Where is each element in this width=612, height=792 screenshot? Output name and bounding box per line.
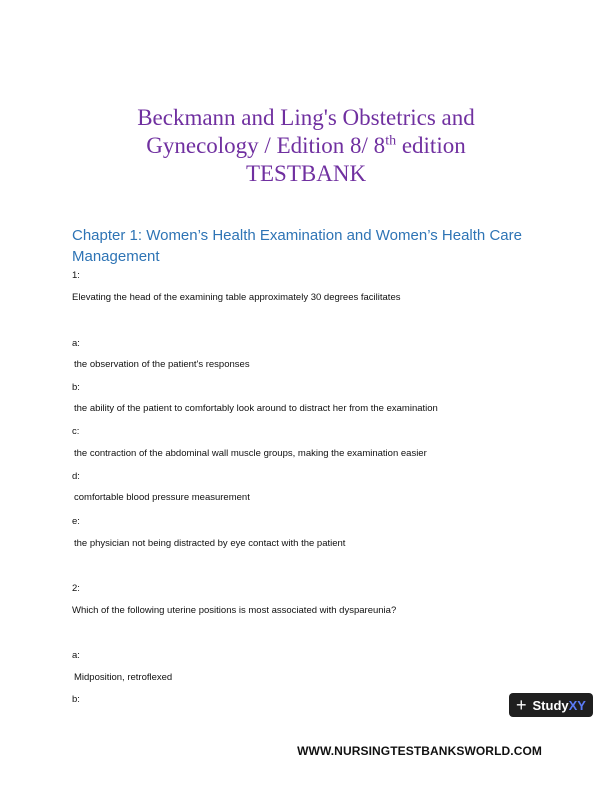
plus-icon: + [516,695,527,715]
question-1-option-d-label: d: [72,471,80,482]
question-2-option-a-label: a: [72,650,80,661]
question-2-option-b-label: b: [72,694,80,705]
studyxy-logo-text [533,698,586,713]
title-line-1: Beckmann and Ling's Obstetrics and [137,105,475,130]
question-1-option-c-text: the contraction of the abdominal wall muscle groups, making the examination easier [74,448,427,459]
studyxy-badge[interactable] [509,693,593,717]
question-1-option-e-label: e: [72,516,80,527]
title-line-3: TESTBANK [245,161,367,186]
title-superscript: th [385,133,397,149]
question-2-option-a-text: Midposition, retroflexed [74,672,173,683]
title-line-2-start: Gynecology / Edition 8/ 8 [146,133,386,158]
question-1-option-a-text: the observation of the patient's responses [74,359,250,370]
document-title [60,104,552,188]
question-1-option-c-label: c: [72,426,80,437]
question-1-number: 1: [72,270,80,281]
question-1-option-b-text: the ability of the patient to comfortably look around to distract her from the examination [74,403,438,414]
question-1-option-a-label: a: [72,338,80,349]
question-2-text: Which of the following uterine positions is most associated with dyspareunia? [72,605,397,616]
question-1-option-b-label: b: [72,382,80,393]
brand-accent: XY [568,697,586,713]
question-1-text: Elevating the head of the examining table approximately 30 degrees facilitates [72,292,401,303]
title-line-2 [60,132,552,160]
question-1-option-e-text: the physician not being distracted by eye contact with the patient [74,538,346,549]
question-2-number: 2: [72,583,80,594]
brand-main: Study [532,697,569,713]
title-line-2-end: edition [396,133,466,158]
chapter-heading: Chapter 1: Women’s Health Examination and Women’s Health Care Management [72,227,522,265]
question-1-option-d-text: comfortable blood pressure measurement [74,492,250,503]
footer-website: WWW.NURSINGTESTBANKSWORLD.COM [297,744,542,758]
